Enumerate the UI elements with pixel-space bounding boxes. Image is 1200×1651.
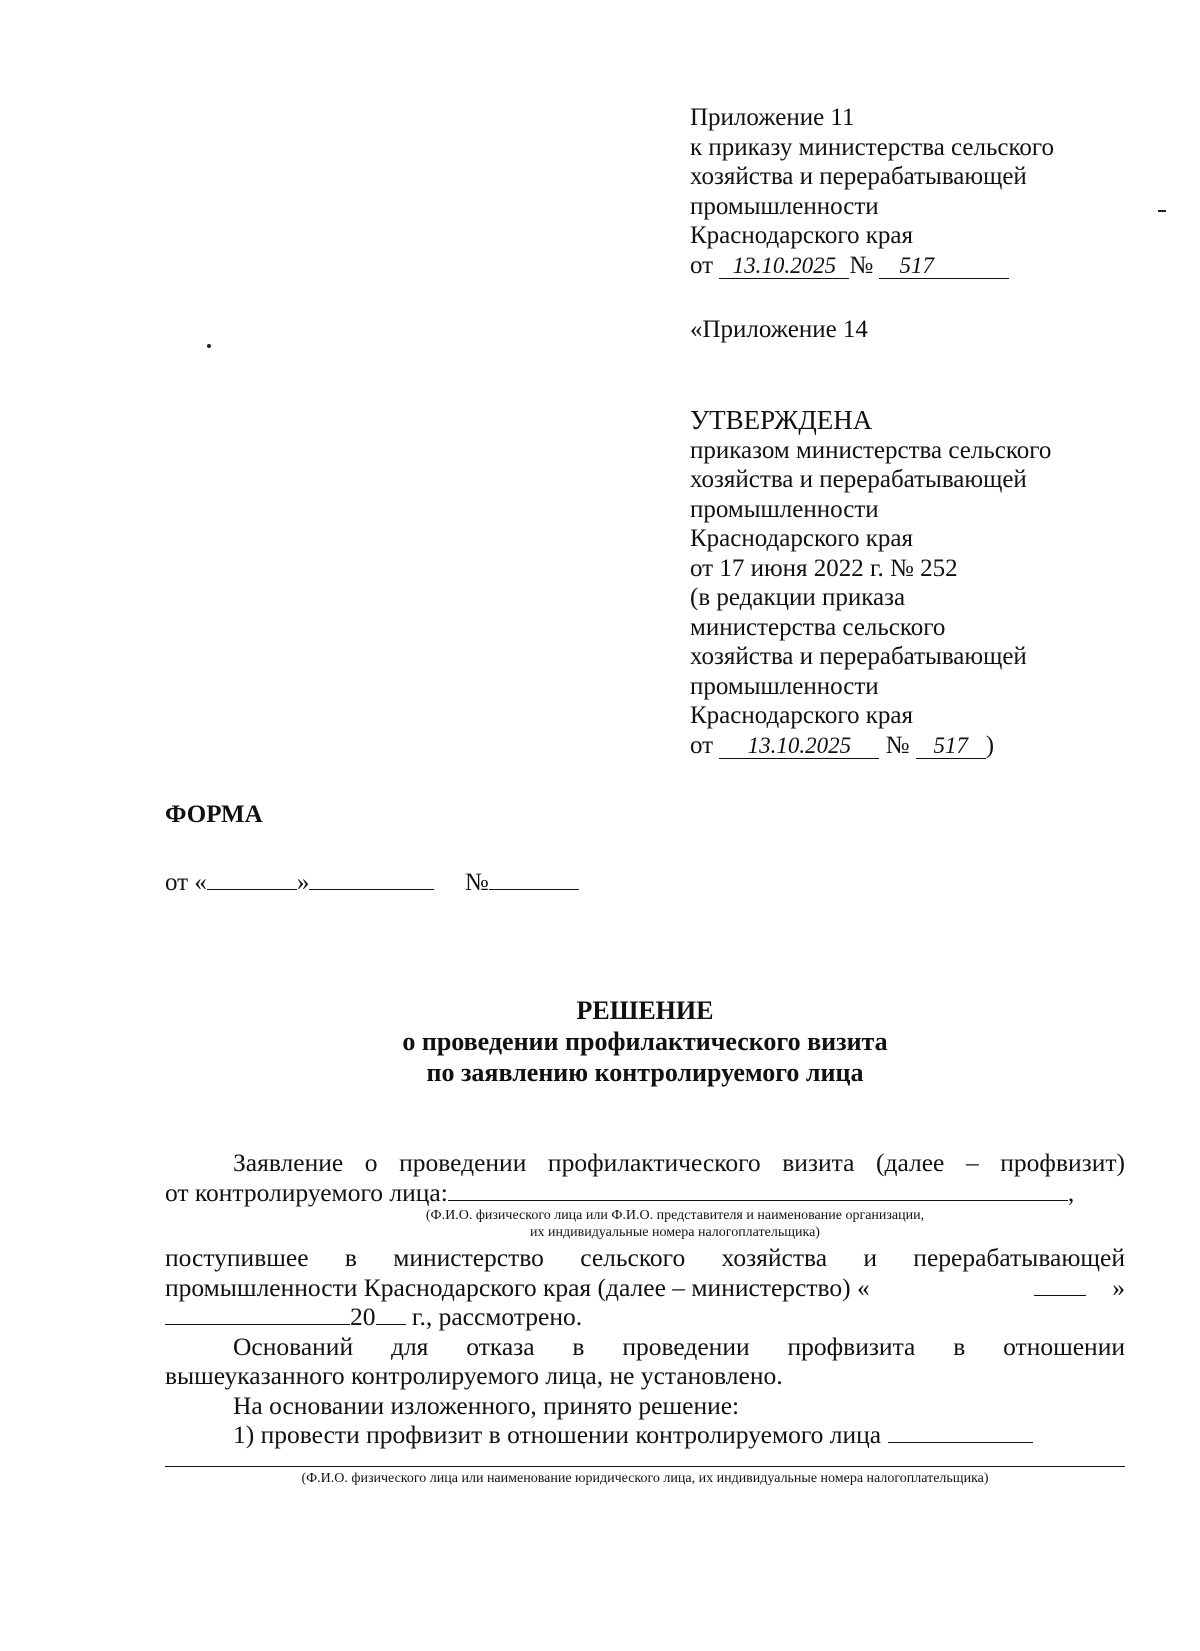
form-from-label: от « bbox=[165, 869, 207, 896]
body-note-1 bbox=[165, 1207, 1125, 1241]
appendix-block bbox=[690, 103, 1054, 280]
body-p5-blank bbox=[888, 1422, 1033, 1443]
appendix-line-1: Приложение 11 bbox=[690, 104, 855, 131]
body-p5-text: 1) провести профвизит в отношении контролируемого лица bbox=[233, 1420, 882, 1449]
appendix-from-label: от bbox=[690, 251, 714, 279]
body-p3-line-2: вышеуказанного контролируемого лица, не установлено. bbox=[165, 1361, 783, 1390]
form-label: ФОРМА bbox=[165, 801, 263, 828]
body-p5-underline bbox=[165, 1452, 1125, 1467]
approved-date-handwritten: 13.10.2025 bbox=[719, 734, 879, 759]
approved-line-5: от 17 июня 2022 г. № 252 bbox=[690, 554, 958, 582]
approved-no-label: № bbox=[885, 731, 910, 759]
approved-line-8: хозяйства и перерабатывающей bbox=[690, 643, 1027, 670]
body-applicant-blank bbox=[448, 1180, 1068, 1201]
body-p1-line-2 bbox=[165, 1178, 1125, 1208]
body-day-blank bbox=[1034, 1275, 1086, 1296]
body-block bbox=[165, 1148, 1125, 1487]
body-p3-line-1: Оснований для отказа в проведении профвизита в отношении bbox=[233, 1331, 1125, 1361]
body-year-prefix: 20 bbox=[350, 1302, 376, 1331]
body-p2-line-2 bbox=[165, 1273, 1125, 1303]
body-p1-label: от контролируемого лица: bbox=[165, 1177, 448, 1207]
form-number-blank bbox=[489, 869, 579, 890]
body-p2-line-3 bbox=[165, 1302, 1125, 1332]
body-year-blank bbox=[376, 1304, 406, 1325]
body-p2-line-1: поступившее в министерство сельского хозяйства и перерабатывающей bbox=[165, 1243, 1125, 1272]
approved-block bbox=[690, 406, 1051, 760]
approved-title: УТВЕРЖДЕНА bbox=[690, 405, 873, 435]
form-quote-close: » bbox=[296, 869, 310, 896]
body-p5-line bbox=[165, 1420, 1125, 1450]
approved-line-4: Краснодарского края bbox=[690, 525, 913, 552]
appendix-14-title: «Приложение 14 bbox=[690, 316, 868, 343]
decision-subtitle-1: о проведении профилактического визита bbox=[402, 1027, 888, 1056]
appendix-line-5: Краснодарского края bbox=[690, 222, 913, 249]
appendix-line-4: промышленности bbox=[690, 192, 879, 220]
appendix-line-2: к приказу министерства сельского bbox=[690, 133, 1055, 161]
body-p1-comma: , bbox=[1067, 1177, 1075, 1207]
form-no-label: № bbox=[464, 869, 489, 896]
form-day-blank bbox=[207, 869, 297, 890]
form-month-blank bbox=[309, 869, 434, 890]
approved-line-9: промышленности bbox=[690, 672, 879, 700]
decision-subtitle-2: по заявлению контролируемого лица bbox=[426, 1058, 864, 1087]
body-note-2: (Ф.И.О. физического лица или наименование юридического лица, их индивидуальные номера налогоплательщика) bbox=[301, 1470, 989, 1486]
approved-line-3: промышленности bbox=[690, 495, 879, 523]
scan-speck bbox=[207, 344, 211, 348]
approved-close-paren: ) bbox=[985, 731, 995, 759]
scan-speck-dash bbox=[1158, 210, 1166, 212]
decision-title-block bbox=[165, 995, 1125, 1088]
decision-title: РЕШЕНИЕ bbox=[576, 996, 714, 1025]
appendix-no-label: № bbox=[849, 251, 874, 279]
body-note-1-line-1: (Ф.И.О. физического лица или Ф.И.О. представителя и наименование организации, bbox=[425, 1208, 925, 1223]
approved-line-7: министерства сельского bbox=[690, 613, 946, 641]
form-date-line bbox=[165, 868, 579, 898]
body-p1-line-1: Заявление о проведении профилактического визита (далее – профвизит) bbox=[233, 1148, 1125, 1177]
body-p4: На основании изложенного, принято решение: bbox=[233, 1390, 740, 1420]
approved-line-6: (в редакции приказа bbox=[690, 584, 906, 611]
body-p2-line-3-end: г., рассмотрено. bbox=[411, 1302, 583, 1331]
appendix-date-line bbox=[690, 251, 1054, 281]
body-note-1-line-2: их индивидуальные номера налогоплательщика) bbox=[530, 1225, 820, 1240]
approved-line-10: Краснодарского края bbox=[690, 702, 913, 729]
appendix-date-handwritten: 13.10.2025 bbox=[719, 254, 849, 279]
approved-from-label: от bbox=[690, 731, 714, 759]
body-month-blank bbox=[165, 1304, 350, 1325]
approved-number-handwritten: 517 bbox=[916, 734, 986, 759]
appendix-number-handwritten: 517 bbox=[879, 254, 1009, 279]
appendix-line-3: хозяйства и перерабатывающей bbox=[690, 163, 1027, 190]
approved-date-line bbox=[690, 731, 1051, 761]
approved-line-1: приказом министерства сельского bbox=[690, 436, 1052, 464]
body-p2-line-2-text: промышленности Краснодарского края (далее – министерство) « bbox=[165, 1272, 870, 1302]
body-p2-quote-close: » bbox=[1112, 1272, 1125, 1302]
approved-line-2: хозяйства и перерабатывающей bbox=[690, 466, 1027, 493]
